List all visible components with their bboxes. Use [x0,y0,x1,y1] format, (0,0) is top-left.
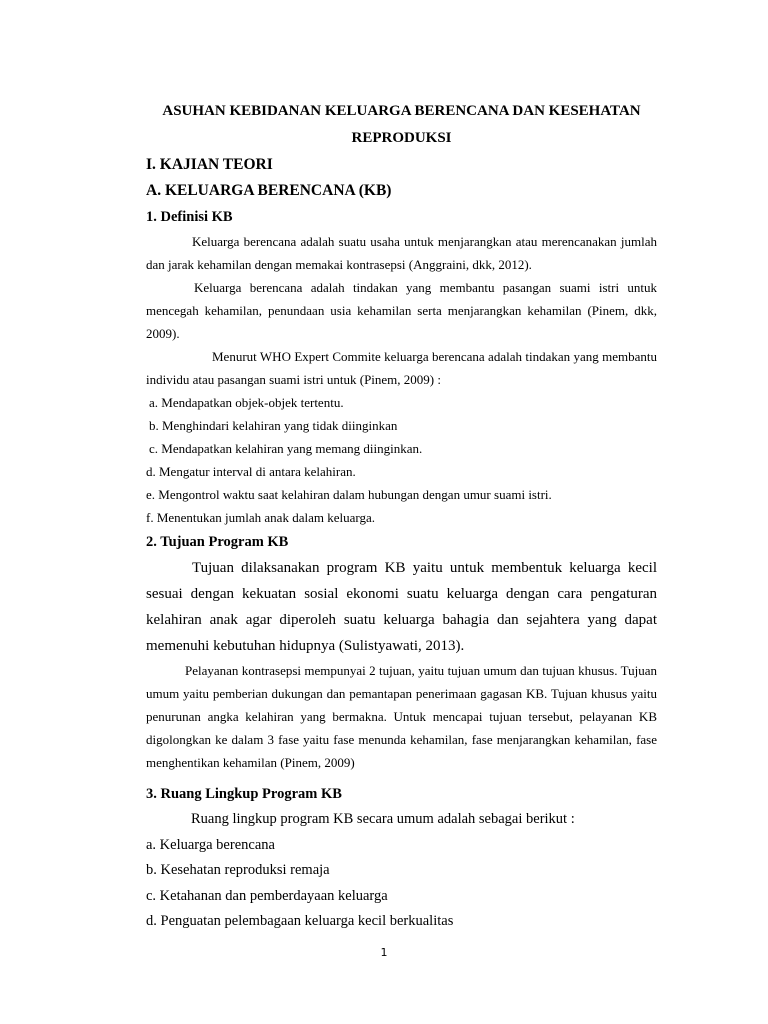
paragraph-tujuan-2: Pelayanan kontrasepsi mempunyai 2 tujuan, yaitu tujuan umum dan tujuan khusus. Tujuan umum yaitu pemberian dukungan dan pemantapan penerimaan gagasan KB. Tujuan khusus yaitu penurunan angka kelahiran yang bermakna. Untuk mencapai tujuan tersebut, pelayanan KB digolongkan ke dalam 3 fase yaitu fase menunda kehamilan, fase menjarangkan kehamilan, fase menghentikan kehamilan (Pinem, 2009) [146,663,657,770]
list-item-ruang-lingkup-a: a. Keluarga berencana [146,836,275,853]
subheading-definisi-kb: 1. Definisi KB [146,209,233,225]
paragraph-definisi-1: Keluarga berencana adalah suatu usaha untuk menjarangkan atau merencanakan jumlah dan jarak kehamilan dengan memakai kontrasepsi (Anggraini, dkk, 2012). [146,234,657,272]
page-number: 1 [380,946,388,959]
subheading-tujuan-program-kb: 2. Tujuan Program KB [146,534,289,550]
paragraph-definisi-3: Menurut WHO Expert Commite keluarga berencana adalah tindakan yang membantu individu atau pasangan suami istri untuk (Pinem, 2009) : [146,349,657,387]
document-title-line1: ASUHAN KEBIDANAN KELUARGA BERENCANA DAN KESEHATAN [162,103,641,119]
section-heading-kajian-teori: I. KAJIAN TEORI [146,156,273,173]
list-item-ruang-lingkup-d: d. Penguatan pelembagaan keluarga kecil berkualitas [146,913,454,929]
list-item-definisi-f: f. Menentukan jumlah anak dalam keluarga. [146,510,375,525]
list-item-definisi-d: d. Mengatur interval di antara kelahiran. [146,464,356,479]
section-heading-keluarga-berencana: A. KELUARGA BERENCANA (KB) [146,182,392,199]
subheading-ruang-lingkup: 3. Ruang Lingkup Program KB [146,786,342,802]
document-page [146,98,657,935]
paragraph-tujuan-1: Tujuan dilaksanakan program KB yaitu untuk membentuk keluarga kecil sesuai dengan kekuatan sosial ekonomi suatu keluarga dengan cara pengaturan kelahiran anak agar diperoleh suatu keluarga bahagia dan sejahtera yang dapat memenuhi kebutuhan hidupnya (Sulistyawati, 2013). [146,560,657,654]
list-item-ruang-lingkup-c: c. Ketahanan dan pemberdayaan keluarga [146,887,388,904]
paragraph-definisi-2: Keluarga berencana adalah tindakan yang membantu pasangan suami istri untuk mencegah kehamilan, penundaan usia kehamilan serta menjarangkan kehamilan (Pinem, dkk, 2009). [146,280,657,341]
paragraph-ruang-lingkup: Ruang lingkup program KB secara umum adalah sebagai berikut : [191,811,575,827]
list-item-definisi-a: a. Mendapatkan objek-objek tertentu. [149,395,344,410]
list-item-definisi-e: e. Mengontrol waktu saat kelahiran dalam hubungan dengan umur suami istri. [146,487,552,502]
document-title-line2: REPRODUKSI [351,130,452,146]
list-item-definisi-c: c. Mendapatkan kelahiran yang memang diinginkan. [149,441,423,456]
list-item-ruang-lingkup-b: b. Kesehatan reproduksi remaja [146,862,330,878]
list-item-definisi-b: b. Menghindari kelahiran yang tidak diinginkan [149,418,398,433]
